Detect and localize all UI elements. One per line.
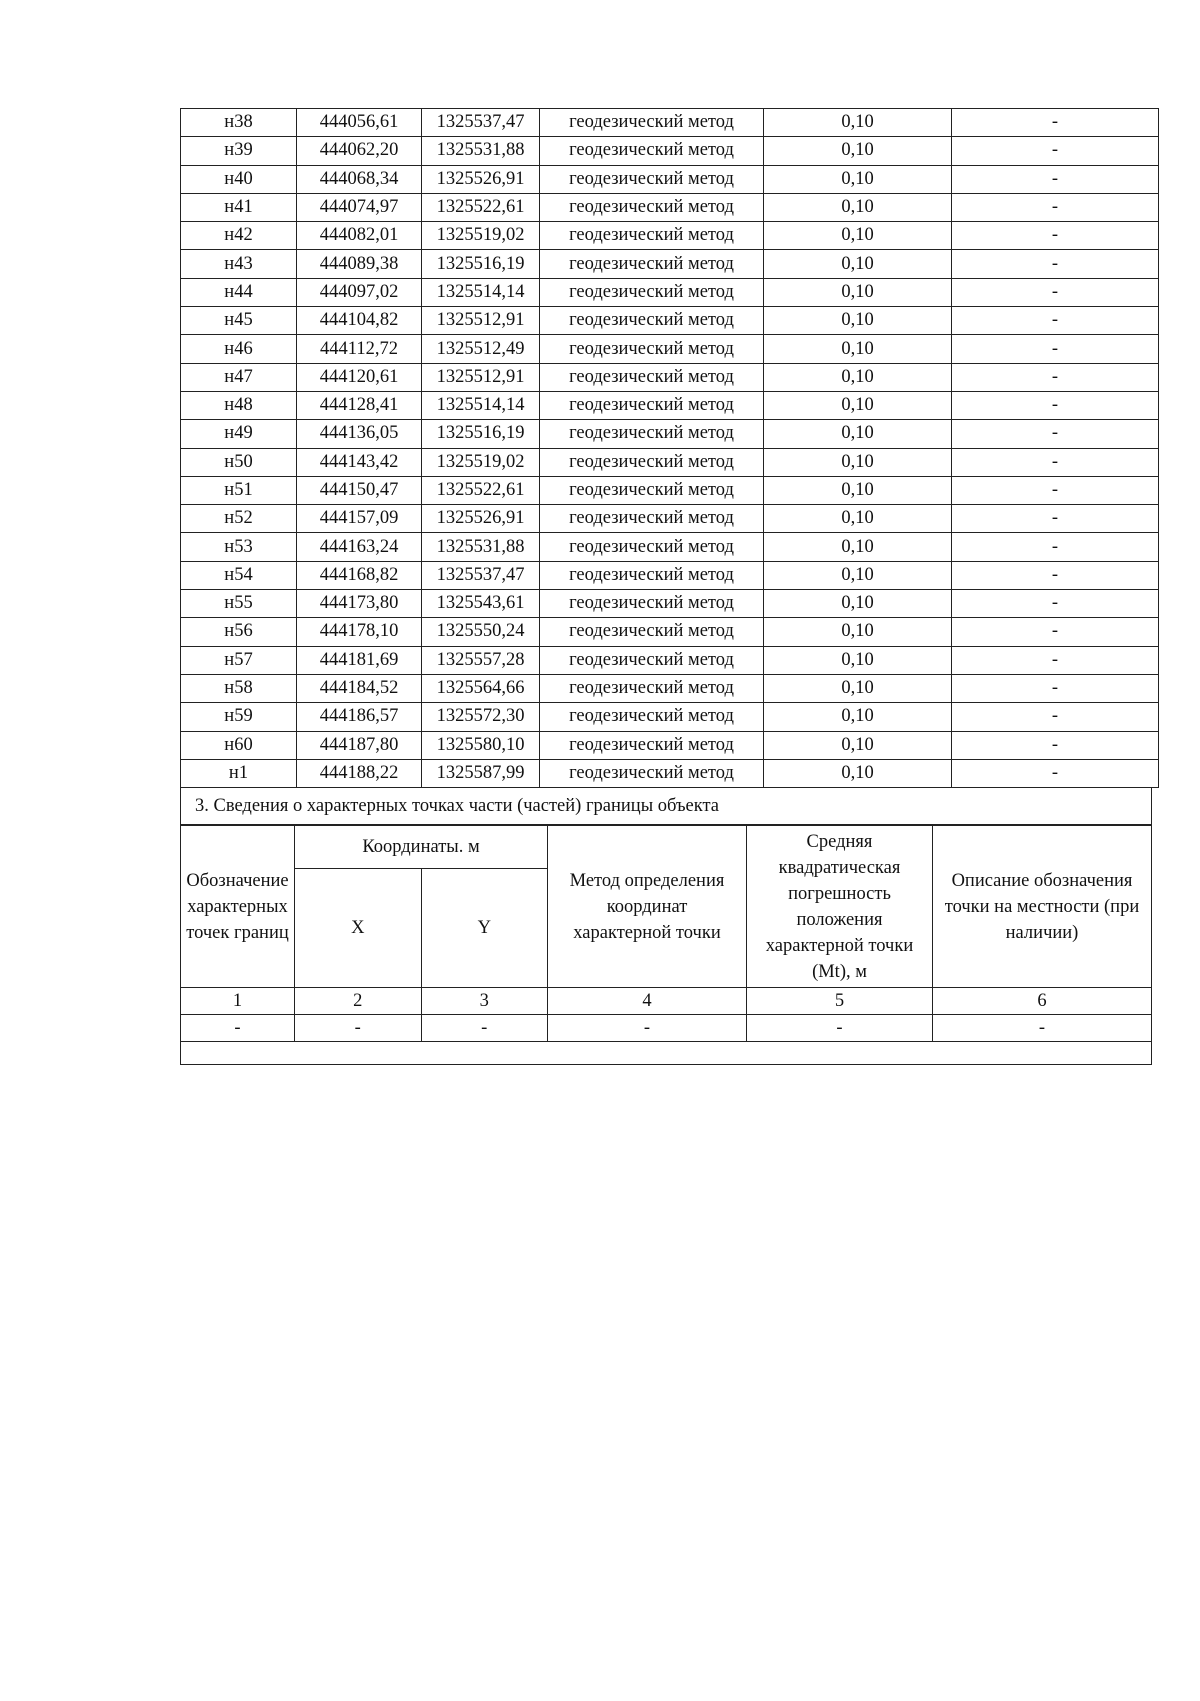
point-id-cell: н50 — [181, 448, 297, 476]
accuracy-cell: 0,10 — [764, 590, 952, 618]
method-cell: геодезический метод — [540, 561, 764, 589]
accuracy-cell: 0,10 — [764, 505, 952, 533]
table-footer-row — [180, 1042, 1152, 1065]
method-cell: геодезический метод — [540, 363, 764, 391]
table-row — [181, 646, 1159, 674]
point-id-cell: н1 — [181, 759, 297, 787]
points-table-body — [181, 109, 1159, 788]
y-coordinate-cell: 1325587,99 — [422, 759, 540, 787]
table-row — [181, 731, 1159, 759]
empty-cell: - — [933, 1015, 1152, 1042]
points-table — [180, 108, 1159, 788]
point-id-cell: н38 — [181, 109, 297, 137]
accuracy-cell: 0,10 — [764, 137, 952, 165]
point-id-cell: н59 — [181, 703, 297, 731]
accuracy-cell: 0,10 — [764, 731, 952, 759]
column-number: 3 — [421, 988, 548, 1015]
table-row — [181, 533, 1159, 561]
x-coordinate-cell: 444128,41 — [297, 391, 422, 419]
point-id-cell: н40 — [181, 165, 297, 193]
point-id-cell: н44 — [181, 278, 297, 306]
table-row — [181, 703, 1159, 731]
y-coordinate-cell: 1325531,88 — [422, 137, 540, 165]
method-cell: геодезический метод — [540, 590, 764, 618]
table-row — [181, 278, 1159, 306]
x-coordinate-cell: 444074,97 — [297, 193, 422, 221]
method-cell: геодезический метод — [540, 109, 764, 137]
table-row — [181, 759, 1159, 787]
y-coordinate-cell: 1325512,49 — [422, 335, 540, 363]
point-id-cell: н51 — [181, 476, 297, 504]
point-id-cell: н43 — [181, 250, 297, 278]
column-number: 5 — [747, 988, 933, 1015]
accuracy-cell: 0,10 — [764, 335, 952, 363]
description-cell: - — [952, 759, 1159, 787]
header-designation — [181, 826, 295, 988]
y-coordinate-cell: 1325580,10 — [422, 731, 540, 759]
x-coordinate-cell: 444112,72 — [297, 335, 422, 363]
point-id-cell: н47 — [181, 363, 297, 391]
x-coordinate-cell: 444181,69 — [297, 646, 422, 674]
description-cell: - — [952, 193, 1159, 221]
header-accuracy-text: Средняя квадратическая погрешность положения характерной точки (Mt), м — [765, 831, 914, 982]
column-numbers-row — [181, 988, 1152, 1015]
y-coordinate-cell: 1325572,30 — [422, 703, 540, 731]
table-row — [181, 590, 1159, 618]
accuracy-cell: 0,10 — [764, 250, 952, 278]
x-coordinate-cell: 444120,61 — [297, 363, 422, 391]
method-cell: геодезический метод — [540, 759, 764, 787]
point-id-cell: н54 — [181, 561, 297, 589]
header-x: X — [295, 869, 422, 988]
description-cell: - — [952, 618, 1159, 646]
method-cell: геодезический метод — [540, 646, 764, 674]
x-coordinate-cell: 444186,57 — [297, 703, 422, 731]
header-description — [933, 826, 1152, 988]
x-coordinate-cell: 444163,24 — [297, 533, 422, 561]
method-cell: геодезический метод — [540, 250, 764, 278]
description-cell: - — [952, 731, 1159, 759]
description-cell: - — [952, 391, 1159, 419]
accuracy-cell: 0,10 — [764, 759, 952, 787]
method-cell: геодезический метод — [540, 193, 764, 221]
description-cell: - — [952, 109, 1159, 137]
table-row — [181, 222, 1159, 250]
method-cell: геодезический метод — [540, 165, 764, 193]
point-id-cell: н56 — [181, 618, 297, 646]
empty-cell: - — [181, 1015, 295, 1042]
point-id-cell: н60 — [181, 731, 297, 759]
method-cell: геодезический метод — [540, 391, 764, 419]
description-cell: - — [952, 561, 1159, 589]
table-row — [181, 561, 1159, 589]
x-coordinate-cell: 444173,80 — [297, 590, 422, 618]
accuracy-cell: 0,10 — [764, 307, 952, 335]
table-row — [181, 391, 1159, 419]
column-number: 1 — [181, 988, 295, 1015]
y-coordinate-cell: 1325512,91 — [422, 307, 540, 335]
y-coordinate-cell: 1325514,14 — [422, 278, 540, 306]
header-accuracy — [747, 826, 933, 988]
method-cell: геодезический метод — [540, 307, 764, 335]
accuracy-cell: 0,10 — [764, 420, 952, 448]
table-row — [181, 137, 1159, 165]
table-row — [181, 109, 1159, 137]
y-coordinate-cell: 1325526,91 — [422, 505, 540, 533]
accuracy-cell: 0,10 — [764, 476, 952, 504]
table-row — [181, 448, 1159, 476]
table-row — [181, 165, 1159, 193]
method-cell: геодезический метод — [540, 703, 764, 731]
description-cell: - — [952, 165, 1159, 193]
description-cell: - — [952, 222, 1159, 250]
y-coordinate-cell: 1325514,14 — [422, 391, 540, 419]
section-3-table — [180, 825, 1152, 1042]
description-cell: - — [952, 476, 1159, 504]
x-coordinate-cell: 444188,22 — [297, 759, 422, 787]
description-cell: - — [952, 307, 1159, 335]
column-number: 2 — [295, 988, 422, 1015]
y-coordinate-cell: 1325519,02 — [422, 448, 540, 476]
table-row — [181, 363, 1159, 391]
method-cell: геодезический метод — [540, 448, 764, 476]
header-method-text: Метод определения координат характерной точки — [569, 870, 725, 943]
header-y: Y — [421, 869, 548, 988]
y-coordinate-cell: 1325519,02 — [422, 222, 540, 250]
y-coordinate-cell: 1325522,61 — [422, 193, 540, 221]
point-id-cell: н41 — [181, 193, 297, 221]
table-row — [181, 335, 1159, 363]
empty-cell: - — [295, 1015, 422, 1042]
empty-cell: - — [747, 1015, 933, 1042]
method-cell: геодезический метод — [540, 731, 764, 759]
description-cell: - — [952, 448, 1159, 476]
header-description-text: Описание обозначения точки на местности (при наличии) — [944, 870, 1140, 943]
table-row — [181, 476, 1159, 504]
description-cell: - — [952, 335, 1159, 363]
x-coordinate-cell: 444104,82 — [297, 307, 422, 335]
table-row — [181, 505, 1159, 533]
table-row — [181, 674, 1159, 702]
point-id-cell: н57 — [181, 646, 297, 674]
accuracy-cell: 0,10 — [764, 646, 952, 674]
header-designation-text: Обозначение характерных точек границ — [186, 870, 289, 943]
method-cell: геодезический метод — [540, 476, 764, 504]
method-cell: геодезический метод — [540, 137, 764, 165]
method-cell: геодезический метод — [540, 618, 764, 646]
accuracy-cell: 0,10 — [764, 618, 952, 646]
description-cell: - — [952, 278, 1159, 306]
point-id-cell: н53 — [181, 533, 297, 561]
accuracy-cell: 0,10 — [764, 703, 952, 731]
accuracy-cell: 0,10 — [764, 165, 952, 193]
point-id-cell: н42 — [181, 222, 297, 250]
accuracy-cell: 0,10 — [764, 448, 952, 476]
accuracy-cell: 0,10 — [764, 533, 952, 561]
empty-cell: - — [421, 1015, 548, 1042]
point-id-cell: н52 — [181, 505, 297, 533]
accuracy-cell: 0,10 — [764, 109, 952, 137]
x-coordinate-cell: 444184,52 — [297, 674, 422, 702]
point-id-cell: н39 — [181, 137, 297, 165]
method-cell: геодезический метод — [540, 505, 764, 533]
x-coordinate-cell: 444136,05 — [297, 420, 422, 448]
x-coordinate-cell: 444056,61 — [297, 109, 422, 137]
accuracy-cell: 0,10 — [764, 193, 952, 221]
x-coordinate-cell: 444150,47 — [297, 476, 422, 504]
description-cell: - — [952, 363, 1159, 391]
x-coordinate-cell: 444068,34 — [297, 165, 422, 193]
y-coordinate-cell: 1325512,91 — [422, 363, 540, 391]
method-cell: геодезический метод — [540, 222, 764, 250]
accuracy-cell: 0,10 — [764, 278, 952, 306]
x-coordinate-cell: 444062,20 — [297, 137, 422, 165]
accuracy-cell: 0,10 — [764, 561, 952, 589]
x-coordinate-cell: 444082,01 — [297, 222, 422, 250]
method-cell: геодезический метод — [540, 674, 764, 702]
table-row — [181, 193, 1159, 221]
column-number: 4 — [548, 988, 747, 1015]
header-coords: Координаты. м — [295, 826, 548, 869]
table-row — [181, 250, 1159, 278]
point-id-cell: н46 — [181, 335, 297, 363]
table-row — [181, 420, 1159, 448]
x-coordinate-cell: 444143,42 — [297, 448, 422, 476]
description-cell: - — [952, 505, 1159, 533]
y-coordinate-cell: 1325537,47 — [422, 109, 540, 137]
empty-data-row — [181, 1015, 1152, 1042]
x-coordinate-cell: 444187,80 — [297, 731, 422, 759]
description-cell: - — [952, 703, 1159, 731]
table-row — [181, 307, 1159, 335]
point-id-cell: н58 — [181, 674, 297, 702]
y-coordinate-cell: 1325543,61 — [422, 590, 540, 618]
y-coordinate-cell: 1325516,19 — [422, 420, 540, 448]
document-page — [180, 108, 1152, 1065]
table-row — [181, 618, 1159, 646]
y-coordinate-cell: 1325526,91 — [422, 165, 540, 193]
point-id-cell: н55 — [181, 590, 297, 618]
y-coordinate-cell: 1325564,66 — [422, 674, 540, 702]
description-cell: - — [952, 137, 1159, 165]
point-id-cell: н49 — [181, 420, 297, 448]
y-coordinate-cell: 1325522,61 — [422, 476, 540, 504]
y-coordinate-cell: 1325531,88 — [422, 533, 540, 561]
y-coordinate-cell: 1325550,24 — [422, 618, 540, 646]
method-cell: геодезический метод — [540, 278, 764, 306]
column-number: 6 — [933, 988, 1152, 1015]
method-cell: геодезический метод — [540, 533, 764, 561]
x-coordinate-cell: 444089,38 — [297, 250, 422, 278]
y-coordinate-cell: 1325516,19 — [422, 250, 540, 278]
method-cell: геодезический метод — [540, 420, 764, 448]
description-cell: - — [952, 590, 1159, 618]
x-coordinate-cell: 444157,09 — [297, 505, 422, 533]
description-cell: - — [952, 646, 1159, 674]
description-cell: - — [952, 250, 1159, 278]
x-coordinate-cell: 444097,02 — [297, 278, 422, 306]
accuracy-cell: 0,10 — [764, 391, 952, 419]
accuracy-cell: 0,10 — [764, 363, 952, 391]
method-cell: геодезический метод — [540, 335, 764, 363]
description-cell: - — [952, 420, 1159, 448]
y-coordinate-cell: 1325537,47 — [422, 561, 540, 589]
accuracy-cell: 0,10 — [764, 674, 952, 702]
x-coordinate-cell: 444168,82 — [297, 561, 422, 589]
accuracy-cell: 0,10 — [764, 222, 952, 250]
empty-cell: - — [548, 1015, 747, 1042]
description-cell: - — [952, 533, 1159, 561]
point-id-cell: н48 — [181, 391, 297, 419]
y-coordinate-cell: 1325557,28 — [422, 646, 540, 674]
point-id-cell: н45 — [181, 307, 297, 335]
header-method — [548, 826, 747, 988]
section-3-title: 3. Сведения о характерных точках части (частей) границы объекта — [180, 788, 1152, 825]
description-cell: - — [952, 674, 1159, 702]
x-coordinate-cell: 444178,10 — [297, 618, 422, 646]
